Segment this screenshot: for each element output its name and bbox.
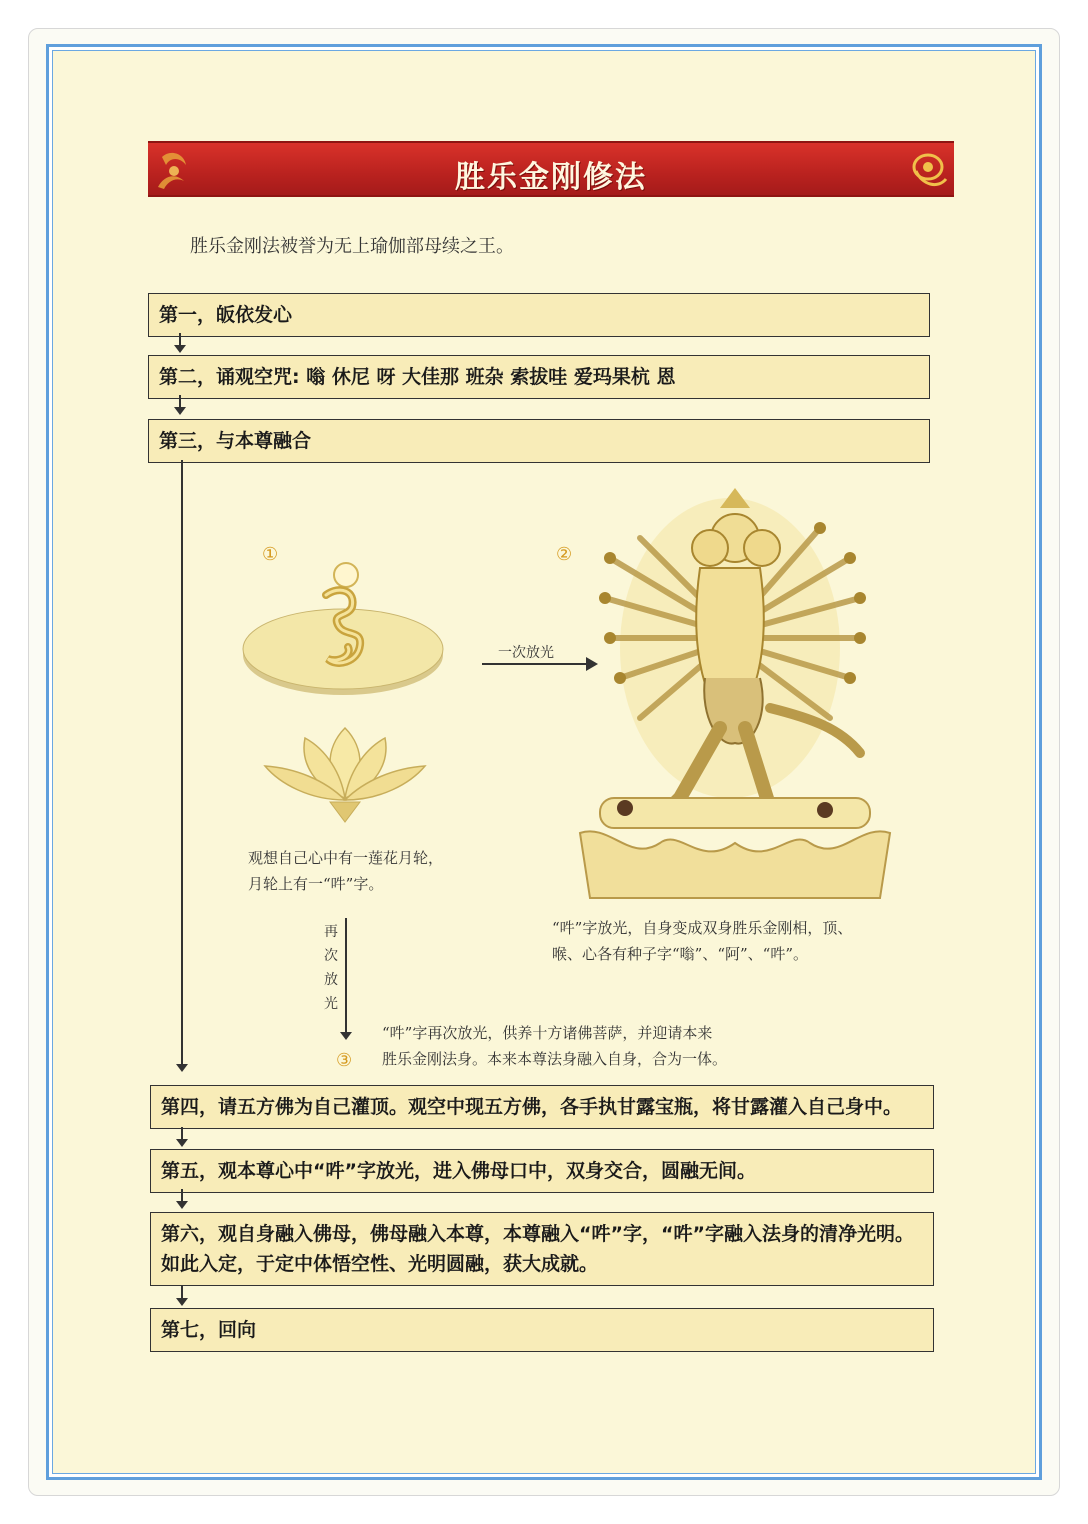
- step-4-box: 第四，请五方佛为自己灌顶。观空中现五方佛，各手执甘露宝瓶，将甘露灌入自己身中。: [150, 1085, 934, 1129]
- mark-3: ③: [336, 1050, 353, 1071]
- caption-1-line-2: 月轮上有一“吽”字。: [248, 875, 384, 893]
- intro-text: 胜乐金刚法被誉为无上瑜伽部母续之王。: [190, 236, 514, 257]
- step-1-box: 第一，皈依发心: [148, 293, 930, 337]
- page-title: 胜乐金刚修法: [455, 160, 647, 195]
- caption-1: [248, 845, 443, 897]
- step-6-box: 第六，观自身融入佛母，佛母融入本尊，本尊融入“吽”字，“吽”字融入法身的清净光明。如此入定，于定中体悟空性、光明圆融，获大成就。: [150, 1212, 934, 1286]
- step-3-box: 第三，与本尊融合: [148, 419, 930, 463]
- chakrasamvara-deity-illustration: [570, 478, 900, 908]
- arrow-label-2-char: 次: [324, 948, 338, 964]
- arrow-label-2-char: 放: [324, 972, 338, 988]
- caption-2-line-1: “吽”字放光，自身变成双身胜乐金刚相，顶、: [552, 919, 853, 937]
- step-5-box: 第五，观本尊心中“吽”字放光，进入佛母口中，双身交合，圆融无间。: [150, 1149, 934, 1193]
- step-7-box: 第七，回向: [150, 1308, 934, 1352]
- arrow-label-2: [322, 920, 340, 1016]
- caption-3-line-1: “吽”字再次放光，供养十方诸佛菩萨，并迎请本来: [382, 1024, 713, 1042]
- arrow-label-1: 一次放光: [498, 645, 554, 661]
- arrow-down-icon: [181, 1286, 183, 1304]
- long-arrow-down-icon: [181, 460, 183, 1070]
- moon-disc-illustration: [240, 555, 450, 705]
- caption-2-line-2: 喉、心各有种子字“嗡”、“阿”、“吽”。: [552, 945, 809, 963]
- conch-ornament-icon: [904, 145, 950, 195]
- arrow-down-icon: [181, 1127, 183, 1145]
- lotus-flower-illustration: [255, 718, 435, 828]
- arrow-down-icon: [181, 1189, 183, 1207]
- arrow-label-2-char: 光: [324, 996, 338, 1012]
- arrow-down-icon: [179, 333, 181, 351]
- arrow-label-2-char: 再: [324, 924, 338, 940]
- mark-1: ①: [262, 544, 279, 565]
- step-2-box: 第二，诵观空咒: 嗡 休尼 呀 大佳那 班杂 索拔哇 爱玛果杭 恩: [148, 355, 930, 399]
- caption-3-line-2: 胜乐金刚法身。本来本尊法身融入自身，合为一体。: [382, 1050, 728, 1068]
- arrow-down-icon: [345, 918, 347, 1038]
- title-banner: [148, 141, 954, 197]
- arrow-down-icon: [179, 395, 181, 413]
- mark-2: ②: [556, 544, 573, 565]
- caption-2: [552, 915, 852, 967]
- caption-1-line-1: 观想自己心中有一莲花月轮，: [248, 849, 444, 867]
- caption-3: [382, 1020, 727, 1072]
